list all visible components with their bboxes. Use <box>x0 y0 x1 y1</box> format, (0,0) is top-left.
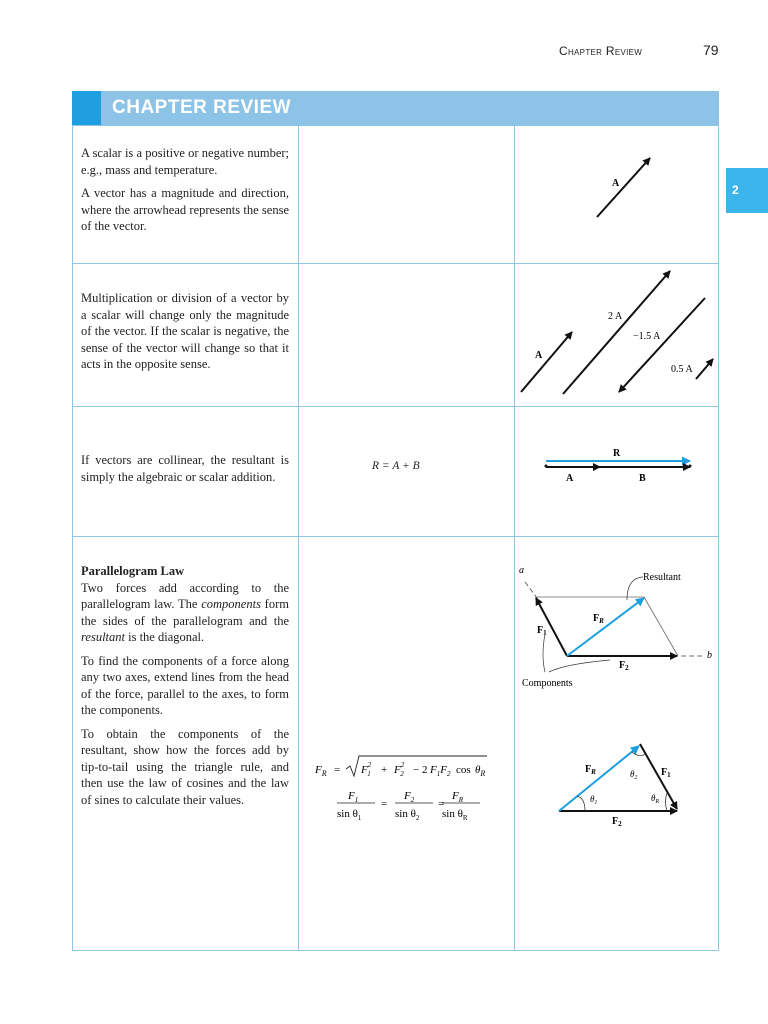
svg-text:=: = <box>334 764 341 776</box>
end-point <box>689 465 692 468</box>
scalar-multiplication-text: Multiplication or division of a vector by a scalar will change only the magnitude of the vector. If the scalar is negative, the sense of the vector will change so that it acts in the opposite sense. <box>81 291 289 371</box>
row-divider-1 <box>72 263 719 264</box>
resultant-leader <box>627 577 643 600</box>
banner-accent-square <box>72 91 101 125</box>
svg-text:=: = <box>438 798 445 810</box>
svg-text:θR: $\theta_R$ <box>475 764 486 778</box>
svg-text:F22: $F^2$ 2 <box>394 761 405 778</box>
svg-text:=: = <box>381 798 388 810</box>
vector-2a-label: 2 A <box>608 311 623 322</box>
parallelogram-side-right <box>644 597 678 656</box>
running-header-title: Chapter Review <box>559 44 643 58</box>
resultant-r-label: R <box>613 448 621 459</box>
svg-text:− 2: − 2 <box>413 764 428 776</box>
resultant-emphasis: resultant <box>81 630 125 644</box>
svg-text:sin θR: $\sin \theta_R$ <box>442 808 468 822</box>
svg-text:FR: $F_R$ <box>315 764 327 778</box>
vector-a-collinear-label: A <box>566 473 574 484</box>
svg-text:F2: $F_2$ <box>404 790 415 804</box>
svg-text:F1: $F_1$ <box>348 790 359 804</box>
components-label: Components <box>522 678 573 689</box>
f1-triangle-label: $F_1$ <box>661 767 671 779</box>
collinear-text: If vectors are collinear, the resultant is simply the algebraic or scalar addition. <box>81 453 289 484</box>
theta1-label: $\theta_1$ <box>590 794 598 806</box>
svg-text:+: + <box>381 764 388 776</box>
vector-a-label: A <box>612 178 620 189</box>
vector-b-collinear-label: B <box>639 473 646 484</box>
vector-neg-arrow <box>619 298 705 392</box>
svg-text:sin θ1: $\sin \theta_1$ <box>337 808 362 822</box>
vector-half-label: 0.5 A <box>671 364 693 375</box>
row-parallelogram-text <box>81 563 289 815</box>
vector-neg-label: −1.5 A <box>633 331 661 342</box>
triangle-rule-figure <box>515 730 719 830</box>
row-divider-3 <box>72 536 719 537</box>
parallelogram-text-1b: form the sides of the parallelogram and the <box>81 597 289 628</box>
scalar-definition: A scalar is a positive or negative number; e.g., mass and temperature. <box>81 146 289 177</box>
find-components-text: To find the components of a force along any two axes, extend lines from the head of the force, parallel to the axes, to form the components. <box>81 653 289 717</box>
vector-a-label-2: A <box>535 350 543 361</box>
f2-label: $F_2$ <box>619 660 629 672</box>
collinear-figure <box>530 440 710 490</box>
vector-half-arrow <box>696 359 713 379</box>
axis-b-label: b <box>707 650 712 661</box>
svg-text:sin θ2: $\sin \theta_2$ <box>395 808 420 822</box>
resultant-label: Resultant <box>643 572 681 583</box>
axis-a-label: a <box>519 565 524 576</box>
theta1-arc <box>577 796 585 811</box>
page-number: 79 <box>703 42 719 58</box>
fr-label: $F_R$ <box>593 613 604 625</box>
column-divider-1 <box>298 125 299 951</box>
f2-triangle-label: $F_2$ <box>612 816 622 828</box>
vector-definition: A vector has a magnitude and direction, where the arrowhead represents the sense of the vector. <box>81 186 289 233</box>
row-scalar-vector-text <box>81 145 289 242</box>
scalar-multiplication-figure <box>515 265 719 405</box>
parallelogram-text-1c: is the diagonal. <box>124 630 205 644</box>
obtain-components-text: To obtain the components of the resultant, show how the forces add by tip-to-tail using the triangle rule, and then use the law of cosines and the law of sines to calculate their values. <box>81 726 289 807</box>
svg-text:FR: $F_R$ <box>452 790 464 804</box>
chapter-tab[interactable] <box>726 168 768 213</box>
row-collinear-text <box>81 452 289 492</box>
law-of-cosines <box>312 753 502 783</box>
thetar-label: $\theta_R$ <box>651 793 660 805</box>
chapter-review-banner <box>72 91 719 125</box>
thetar-arc <box>666 793 668 811</box>
parallelogram-heading: Parallelogram Law <box>81 564 185 578</box>
components-leader-1 <box>543 634 545 672</box>
svg-text:cos: cos <box>456 764 471 776</box>
banner-title: CHAPTER REVIEW <box>112 97 292 118</box>
vector-a-figure <box>580 150 670 230</box>
theta2-label: $\theta_2$ <box>630 769 638 781</box>
axis-a-line <box>525 582 537 598</box>
fr-triangle-label: $F_R$ <box>585 764 596 776</box>
components-leader-2 <box>549 660 610 672</box>
parallelogram-text-1a: Two forces add according to the parallelogram law. The <box>81 580 289 611</box>
chapter-tab-label: 2 <box>732 183 739 197</box>
row-divider-2 <box>72 406 719 407</box>
law-of-sines <box>335 786 485 826</box>
fr-vector <box>567 598 644 656</box>
row-scalar-mult-text <box>81 290 289 380</box>
vector-a-arrow-2 <box>521 332 572 392</box>
components-emphasis: components <box>201 597 261 611</box>
svg-text:F21: $F^2$ 1 <box>361 761 372 778</box>
fr-triangle-vector <box>559 746 639 811</box>
vector-a-arrow <box>597 158 650 217</box>
parallelogram-figure <box>515 560 719 700</box>
svg-text:F1F2: $F_1F_2$ <box>430 764 451 778</box>
collinear-equation: R = A + B <box>372 460 420 472</box>
f1-label: $F_1$ <box>537 625 547 637</box>
